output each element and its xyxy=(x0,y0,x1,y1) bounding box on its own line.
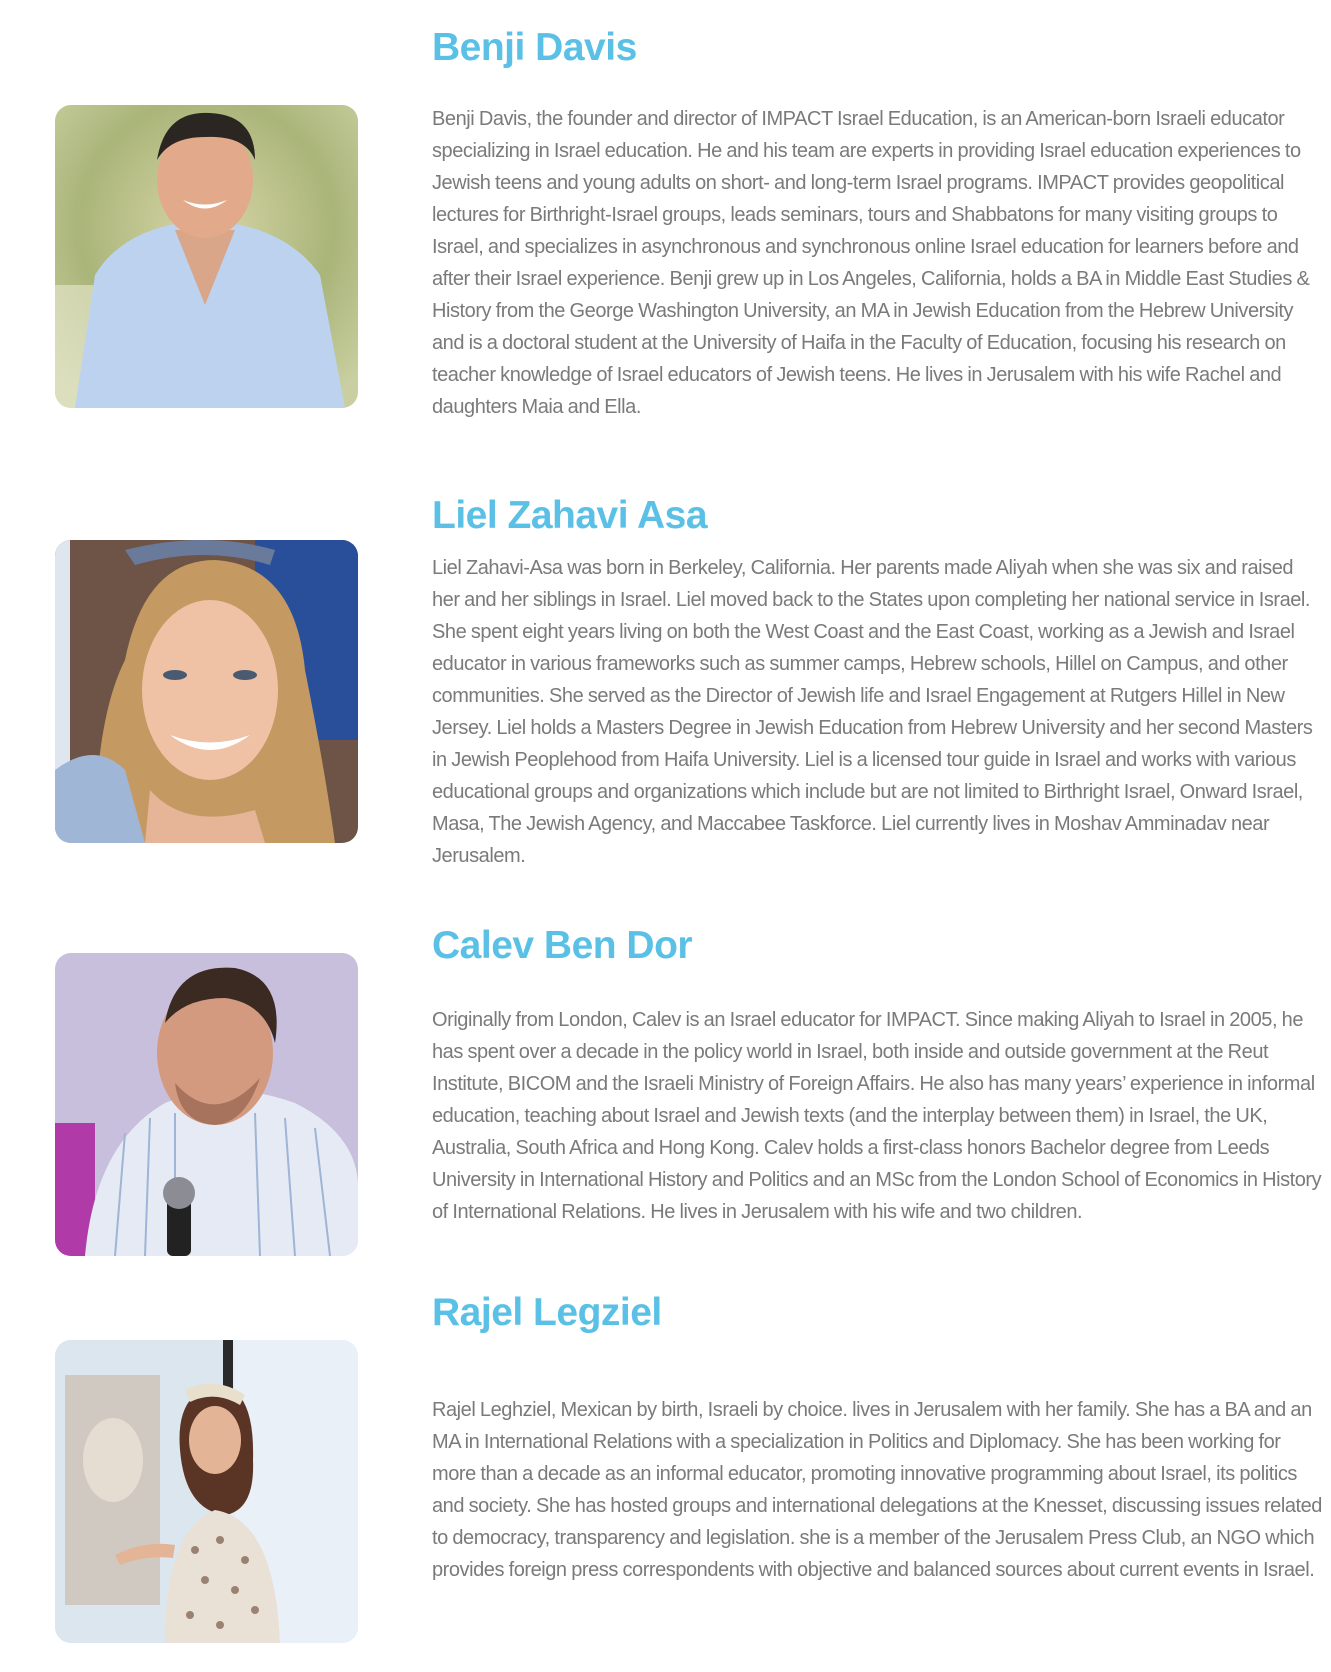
member-name: Benji Davis xyxy=(432,26,637,69)
member-bio: Rajel Leghziel, Mexican by birth, Israeli by choice. lives in Jerusalem with her family. She has a BA and an MA in International Relations with a specialization in Politics and Diplomacy. She has been working for more than a decade as an informal educator, promoting innovative programming about Israel, its politics and society. She has hosted groups and international delegations at the Knesset, discussing issues related to democracy, transparency and legislation. she is a member of the Jerusalem Press Club, an NGO which provides foreign press correspondents with objective and balanced sources about current events in Israel. xyxy=(432,1399,1322,1581)
member-photo xyxy=(55,953,358,1256)
member-name: Liel Zahavi Asa xyxy=(432,494,708,537)
member-bio: Liel Zahavi-Asa was born in Berkeley, California. Her parents made Aliyah when she was six and raised her and her siblings in Israel. Liel moved back to the States upon completing her national service in Israel. She spent eight years living on both the West Coast and the East Coast, working as a Jewish and Israel educator in various frameworks such as summer camps, Hebrew schools, Hillel on Campus, and other communities. She served as the Director of Jewish life and Israel Engagement at Rutgers Hillel in New Jersey. Liel holds a Masters Degree in Jewish Education from Hebrew University and her second Masters in Jewish Peoplehood from Haifa University. Liel is a licensed tour guide in Israel and works with various educational groups and organizations which include but are not limited to Birthright Israel, Onward Israel, Masa, The Jewish Agency, and Maccabee Taskforce. Liel currently lives in Moshav Amminadav near Jerusalem. xyxy=(432,557,1313,867)
portrait-image xyxy=(55,105,358,408)
member-bio: Benji Davis, the founder and director of IMPACT Israel Education, is an American-born Israeli educator specializing in Israel education. He and his team are experts in providing Israel education experiences to Jewish teens and young adults on short- and long-term Israel programs. IMPACT provides geopolitical lectures for Birthright-Israel groups, leads seminars, tours and Shabbatons for many visiting groups to Israel, and specializes in asynchronous and synchronous online Israel education for learners before and after their Israel experience. Benji grew up in Los Angeles, California, holds a BA in Middle East Studies & History from the George Washington University, an MA in Jewish Education from the Hebrew University and is a doctoral student at the University of Haifa in the Faculty of Education, focusing his research on teacher knowledge of Israel educators of Jewish teens. He lives in Jerusalem with his wife Rachel and daughters Maia and Ella. xyxy=(432,108,1310,418)
member-name: Calev Ben Dor xyxy=(432,924,693,967)
portrait-image xyxy=(55,540,358,843)
member-photo xyxy=(55,540,358,843)
member-bio: Originally from London, Calev is an Israel educator for IMPACT. Since making Aliyah to Israel in 2005, he has spent over a decade in the policy world in Israel, both inside and outside government at the Reut Institute, BICOM and the Israeli Ministry of Foreign Affairs. He also has many years’ experience in informal education, teaching about Israel and Jewish texts (and the interplay between them) in Israel, the UK, Australia, South Africa and Hong Kong. Calev holds a first-class honors Bachelor degree from Leeds University in International History and Politics and an MSc from the London School of Economics in History of International Relations. He lives in Jerusalem with his wife and two children. xyxy=(432,1009,1322,1223)
member-name: Rajel Legziel xyxy=(432,1291,662,1334)
member-photo xyxy=(55,105,358,408)
portrait-image xyxy=(55,953,358,1256)
member-photo xyxy=(55,1340,358,1643)
portrait-image xyxy=(55,1340,358,1643)
